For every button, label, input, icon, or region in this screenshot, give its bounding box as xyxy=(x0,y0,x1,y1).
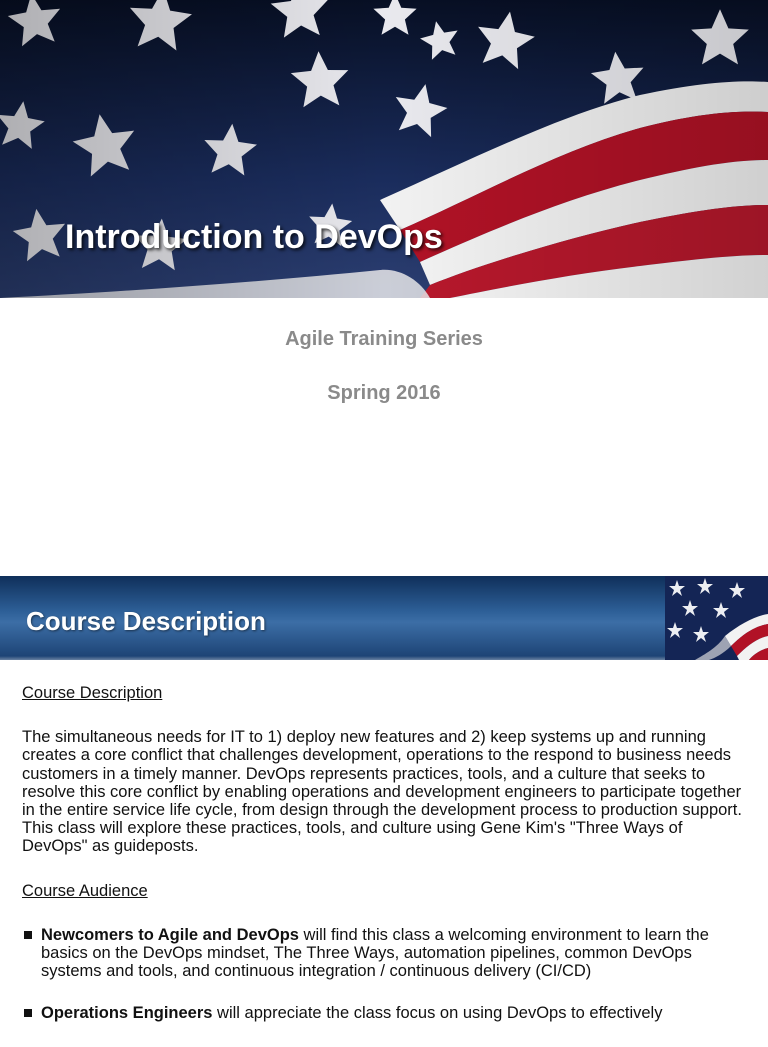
presentation-title: Introduction to DevOps xyxy=(65,218,443,256)
list-item xyxy=(22,1004,742,1022)
audience-description: will appreciate the class focus on using DevOps to effectively xyxy=(212,1004,663,1023)
list-item xyxy=(22,926,742,981)
course-audience-heading: Course Audience xyxy=(22,881,148,900)
audience-name: Operations Engineers xyxy=(41,1004,213,1023)
section-title: Course Description xyxy=(26,606,266,636)
presentation-date: Spring 2016 xyxy=(327,382,441,404)
presentation-subtitle: Agile Training Series xyxy=(285,328,483,350)
course-content xyxy=(22,684,742,1047)
audience-description: will find this class a welcoming environment to learn the basics on the DevOps mindset, The Three Ways, automation pipelines, common DevOps systems and tools, and continuous integration / continuous delivery (CI/CD) xyxy=(41,925,709,981)
flag-hero-image xyxy=(0,0,768,298)
course-description-heading: Course Description xyxy=(22,684,163,702)
audience-name: Newcomers to Agile and DevOps xyxy=(41,925,299,944)
banner-flag-image xyxy=(665,576,768,660)
course-description-text: The simultaneous needs for IT to 1) deploy new features and 2) keep systems up and running creates a core conflict that challenges development, operations to the respond to business needs customers in a timely manner. DevOps represents practices, tools, and a culture that seeks to resolve this core conflict by enabling operations and development engineers to participate together in the entire service life cycle, from design through the development process to production support. This class will explore these practices, tools, and culture using Gene Kim's "Three Ways of DevOps" as guideposts. xyxy=(22,728,742,856)
audience-list xyxy=(22,926,742,1023)
